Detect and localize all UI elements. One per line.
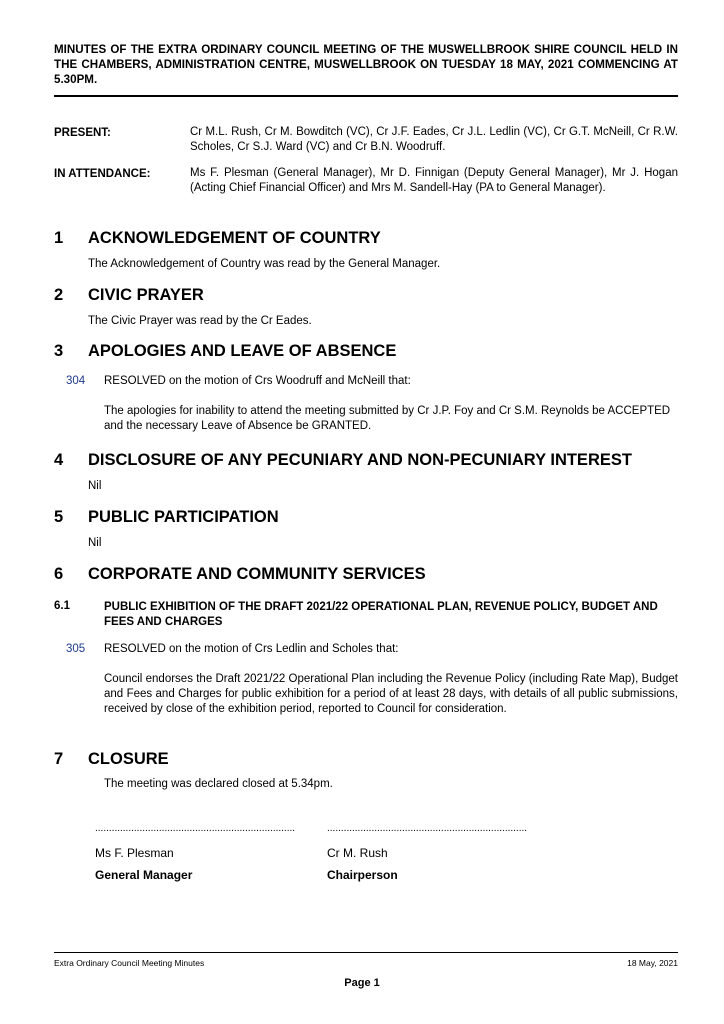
signatory-title: Chairperson	[327, 868, 398, 882]
footer-document-title: Extra Ordinary Council Meeting Minutes	[54, 958, 205, 968]
section-number: 7	[54, 750, 64, 768]
section-title: ACKNOWLEDGEMENT OF COUNTRY	[88, 229, 381, 247]
section-title: DISCLOSURE OF ANY PECUNIARY AND NON-PECUNIARY INTEREST	[88, 451, 632, 469]
section-body: The Civic Prayer was read by the Cr Eades.	[88, 315, 312, 327]
in-attendance-text: Ms F. Plesman (General Manager), Mr D. Finnigan (Deputy General Manager), Mr J. Hogan (Acting Chief Financial Officer) and Mrs M. Sandell-Hay (PA to General Manager).	[190, 167, 678, 194]
section-number: 4	[54, 451, 64, 469]
section-body: The meeting was declared closed at 5.34pm.	[104, 778, 333, 790]
section-title: PUBLIC PARTICIPATION	[88, 508, 279, 526]
in-attendance-label: IN ATTENDANCE:	[54, 168, 151, 180]
section-number: 1	[54, 229, 64, 247]
section-body: Nil	[88, 537, 102, 549]
resolution-text: RESOLVED on the motion of Crs Woodruff and McNeill that:	[104, 375, 411, 387]
resolution-body: Council endorses the Draft 2021/22 Operational Plan including the Revenue Policy (including Rate Map), Budget and Fees and Charges for public exhibition for a period of at least 28 days, with details of all public submissions, received by close of the exhibition period, reported to Council for consideration.	[104, 673, 678, 715]
present-text: Cr M.L. Rush, Cr M. Bowditch (VC), Cr J.F. Eades, Cr J.L. Ledlin (VC), Cr G.T. McNeill, Cr R.W. Scholes, Cr S.J. Ward (VC) and Cr B.N. Woodruff.	[190, 126, 678, 153]
resolution-body: The apologies for inability to attend the meeting submitted by Cr J.P. Foy and Cr S.M. Reynolds be ACCEPTED and the necessary Leave of Absence be GRANTED.	[104, 405, 671, 432]
page-number: Page 1	[344, 977, 380, 989]
section-title: CORPORATE AND COMMUNITY SERVICES	[88, 565, 426, 583]
section-number: 3	[54, 342, 64, 360]
signatory-name: Cr M. Rush	[327, 846, 388, 860]
signature-line: ........................................................................	[95, 823, 296, 834]
subsection-number: 6.1	[54, 600, 70, 612]
signatory-title: General Manager	[95, 868, 193, 882]
section-body: Nil	[88, 480, 102, 492]
section-body: The Acknowledgement of Country was read by the General Manager.	[88, 258, 441, 270]
section-number: 2	[54, 286, 64, 304]
resolution-number: 304	[66, 375, 86, 387]
resolution-text: RESOLVED on the motion of Crs Ledlin and Scholes that:	[104, 643, 399, 655]
signatory-name: Ms F. Plesman	[95, 846, 174, 860]
footer-date: 18 May, 2021	[627, 958, 678, 968]
resolution-number: 305	[66, 643, 86, 655]
section-title: CLOSURE	[88, 750, 169, 768]
section-number: 5	[54, 508, 64, 526]
present-label: PRESENT:	[54, 127, 111, 139]
subsection-title: PUBLIC EXHIBITION OF THE DRAFT 2021/22 OPERATIONAL PLAN, REVENUE POLICY, BUDGET AND FEES AND CHARGES	[104, 601, 658, 628]
section-title: APOLOGIES AND LEAVE OF ABSENCE	[88, 342, 397, 360]
signature-line: ........................................................................	[327, 823, 528, 834]
minutes-header: MINUTES OF THE EXTRA ORDINARY COUNCIL MEETING OF THE MUSWELLBROOK SHIRE COUNCIL HELD IN THE CHAMBERS, ADMINISTRATION CENTRE, MUSWELLBROOK ON TUESDAY 18 MAY, 2021 COMMENCING AT 5.30PM.	[54, 43, 678, 86]
header-divider	[54, 95, 678, 97]
section-title: CIVIC PRAYER	[88, 286, 204, 304]
footer-divider	[54, 952, 678, 953]
section-number: 6	[54, 565, 64, 583]
